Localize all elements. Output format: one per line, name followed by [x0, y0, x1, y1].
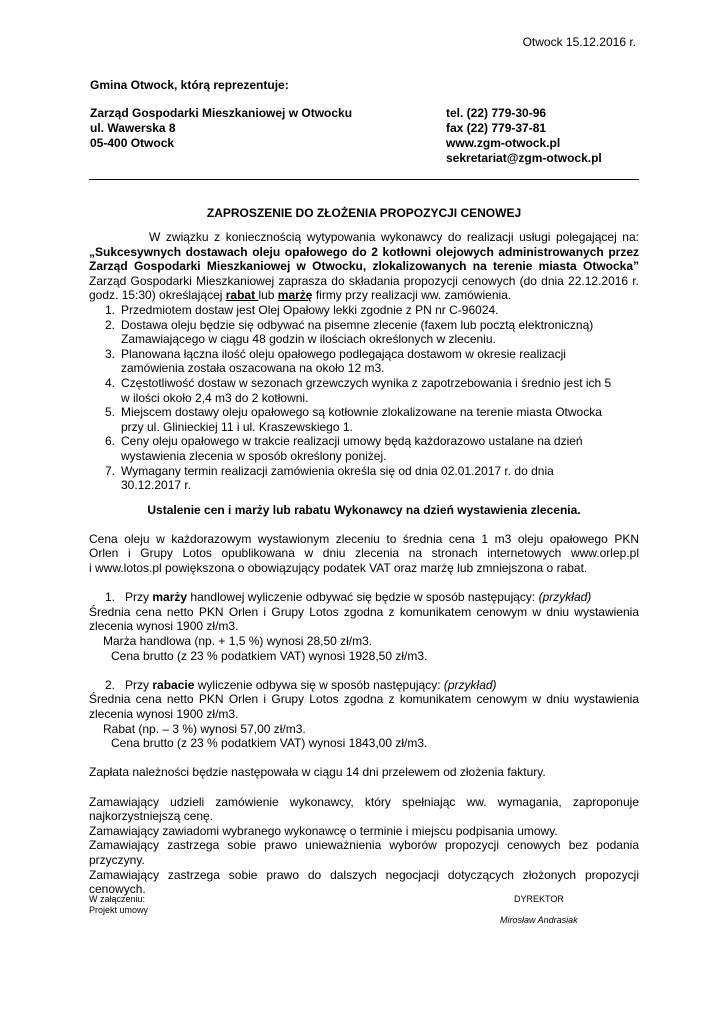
list-number: 5.	[105, 405, 116, 420]
price-paragraph-line: Orlen i Grupy Lotos opublikowana w dniu zlecenia na stronach internetowych www.orlep.pl	[89, 546, 639, 561]
document-body	[89, 230, 639, 897]
section-subheading: Ustalenie cen i marży lub rabatu Wykonawcy na dzień wystawienia zlecenia.	[147, 502, 581, 517]
list-text: wystawienia zlecenia w sposób określony poniżej.	[121, 448, 387, 463]
example-line: Średnia cena netto PKN Orlen i Grupy Lotos zgodna z komunikatem cenowym w dniu wystawienia	[89, 604, 639, 619]
header-divider	[89, 179, 639, 180]
list-number: 2.	[105, 317, 116, 332]
example-label: (przykład)	[538, 590, 592, 605]
example-line: zlecenia wynosi 1900 zł/m3.	[89, 707, 239, 721]
example-gross-price: Cena brutto (z 23 % podatkiem VAT) wynosi 1928,50 zł/m3.	[111, 648, 428, 663]
list-text: w ilości około 2,4 m3 do 2 kotłowni.	[121, 390, 309, 405]
example-label: (przykład)	[443, 677, 497, 692]
list-number: 7.	[105, 463, 116, 478]
list-number: 1.	[105, 302, 116, 317]
example-text: Przy	[125, 590, 153, 605]
address-line: ul. Wawerska 8	[90, 121, 176, 135]
example-text: handlowej wyliczenie odbywać się będzie w sposób następujący:	[187, 590, 539, 605]
sender-address	[90, 106, 430, 151]
list-text: zamówienia została oszacowana na około 12 m3.	[121, 361, 385, 376]
list-number: 3.	[105, 346, 116, 361]
closing-line: Zamawiający udzieli zamówienie wykonawcy, który spełniając ww. wymagania, zaproponuje	[89, 794, 639, 809]
list-text: przy ul. Glinieckiej 11 i ul. Kraszewskiego 1.	[121, 419, 353, 434]
list-item	[89, 405, 639, 434]
example-gross-price: Cena brutto (z 23 % podatkiem VAT) wynosi 1843,00 zł/m3.	[111, 736, 428, 751]
list-item	[89, 434, 639, 463]
list-text: 30.12.2017 r.	[121, 478, 192, 493]
attachments	[89, 894, 148, 916]
list-text: Dostawa oleju będzie się odbywać na pisemne zlecenie (faxem lub pocztą elektroniczną)	[121, 317, 594, 332]
attachment-item: Projekt umowy	[89, 905, 149, 915]
example-text: wyliczenie odbywa się w sposób następujący:	[194, 677, 444, 692]
example-number: 1.	[105, 590, 116, 605]
attachment-label: W załączeniu:	[89, 894, 146, 904]
example-key: rabacie	[152, 677, 195, 692]
example-number: 2.	[105, 677, 116, 692]
example-discount-heading	[89, 678, 639, 693]
closing-line: najkorzystniejszą cenę.	[89, 809, 214, 824]
closing-line: przyczyny.	[89, 852, 145, 867]
conditions-list	[89, 303, 639, 493]
payment-terms: Zapłata należności będzie następowała w ciągu 14 dni przelewem od złożenia faktury.	[89, 765, 546, 780]
example-discount-value: Rabat (np. – 3 %) wynosi 57,00 zł/m3.	[103, 721, 306, 736]
example-key: marży	[152, 590, 188, 605]
list-number: 4.	[105, 375, 116, 390]
price-paragraph-line: i www.lotos.pl powiększona o obowiązujący podatek VAT oraz marżę lub zmniejszona o rabat.	[89, 561, 588, 576]
contact-phone: tel. (22) 779-30-96	[446, 106, 547, 120]
contact-fax: fax (22) 779-37-81	[446, 121, 547, 135]
address-line: 05-400 Otwock	[90, 136, 175, 150]
intro-text: firmy przy realizacji ww. zamówienia.	[312, 288, 512, 303]
list-text: Planowana łączna ilość oleju opałowego podlegająca dostawom w okresie realizacji	[121, 346, 566, 361]
list-item	[89, 347, 639, 376]
municipality-heading: Gmina Otwock, którą reprezentuje:	[90, 78, 289, 92]
example-margin-value: Marża handlowa (np. + 1,5 %) wynosi 28,50 zł/m3.	[103, 634, 373, 649]
intro-service-name: Zarząd Gospodarki Mieszkaniowej w Otwocku, zlokalizowanych na terenie miasta Otwocka”	[89, 259, 639, 274]
intro-text: godz. 15:30) określającej	[89, 288, 226, 303]
price-paragraph-line: Cena oleju w każdorazowym wystawionym zleceniu to średnia cena 1 m3 oleju opałowego PKN	[89, 531, 639, 546]
list-item	[89, 318, 639, 347]
address-line: Zarząd Gospodarki Mieszkaniowej w Otwocku	[90, 106, 353, 120]
closing-line: cenowych.	[89, 882, 146, 897]
document-date: Otwock 15.12.2016 r.	[522, 35, 636, 49]
signer-name: Mirosław Andrasiak	[500, 915, 578, 925]
signer-role: DYREKTOR	[514, 894, 564, 904]
contact-email: sekretariat@zgm-otwock.pl	[446, 151, 602, 165]
document-title: ZAPROSZENIE DO ZŁOŻENIA PROPOZYCJI CENOWEJ	[206, 206, 522, 220]
sender-contact	[446, 106, 646, 166]
closing-line: Zamawiający zastrzega sobie prawo unieważnienia wyborów propozycji cenowych bez podania	[89, 838, 639, 853]
intro-marze: marżę	[277, 288, 313, 303]
contact-website: www.zgm-otwock.pl	[446, 136, 561, 150]
intro-line	[89, 288, 639, 303]
list-text: Ceny oleju opałowego w trakcie realizacji umowy będą każdorazowo ustalane na dzień	[121, 434, 583, 449]
intro-text: lub	[258, 288, 278, 303]
closing-line: Zamawiający zastrzega sobie prawo do dalszych negocjacji dotyczących złożonych propozycji	[89, 867, 639, 882]
list-text: Miejscem dostawy oleju opałowego są kotłownie zlokalizowane na terenie miasta Otwocka	[121, 405, 602, 420]
intro-rabat: rabat	[225, 288, 259, 303]
intro-service-name: „Sukcesywnych dostawach oleju opałowego do 2 kotłowni olejowych administrowanych przez	[89, 244, 639, 259]
list-text: Wymagany termin realizacji zamówienia określa się od dnia 02.01.2017 r. do dnia	[121, 463, 554, 478]
list-text: Zamawiającego w ciągu 48 godzin w ilościach określonych w zleceniu.	[121, 332, 496, 347]
example-text: Przy	[125, 677, 153, 692]
list-text: Przedmiotem dostaw jest Olej Opałowy lekki zgodnie z PN nr C-96024.	[121, 302, 499, 317]
list-item	[89, 303, 639, 318]
example-margin-heading	[89, 590, 639, 605]
intro-line: Zarząd Gospodarki Mieszkaniowej zaprasza do składania propozycji cenowych (do dnia 22.12.2016 r.	[89, 273, 639, 288]
list-number: 6.	[105, 434, 116, 449]
intro-line: W związku z koniecznością wytypowania wykonawcy do realizacji usługi polegającej na:	[149, 230, 639, 244]
list-item	[89, 376, 639, 405]
list-item	[89, 464, 639, 493]
signature-role	[500, 894, 640, 905]
example-line: zlecenia wynosi 1900 zł/m3.	[89, 619, 239, 634]
list-text: Częstotliwość dostaw w sezonach grzewczych wynika z zapotrzebowania i średnio jest ich 5	[121, 375, 612, 390]
example-line: Średnia cena netto PKN Orlen i Grupy Lotos zgodna z komunikatem cenowym w dniu wystawienia	[89, 692, 639, 707]
closing-line: Zamawiający zawiadomi wybranego wykonawcę o terminie i miejscu podpisania umowy.	[89, 823, 558, 838]
